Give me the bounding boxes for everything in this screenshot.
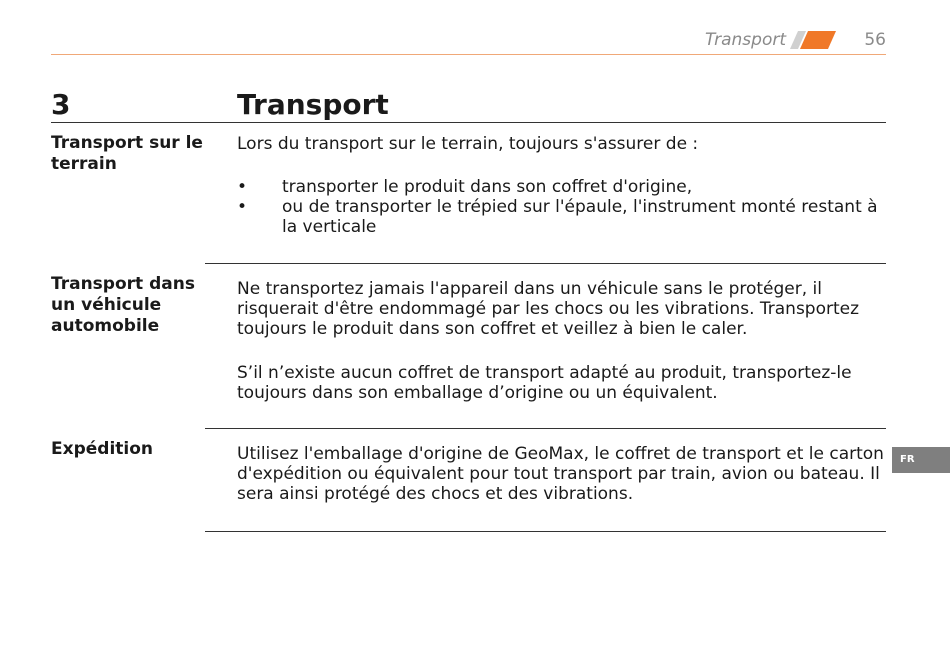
section-paragraph: S’il n’existe aucun coffret de transport adapté au produit, transportez-le toujours dans son emballage d’origine ou un équivalent. [237, 363, 852, 403]
chapter-number: 3 [51, 88, 71, 121]
section-intro-terrain: Lors du transport sur le terrain, toujours s'assurer de : [237, 134, 699, 154]
section-divider [205, 263, 886, 264]
section-divider [205, 428, 886, 429]
section-divider [205, 531, 886, 532]
section-paragraph: Ne transportez jamais l'appareil dans un véhicule sans le protéger, il risquerait d'être endommagé par les chocs ou les vibrations. Transportez toujours le produit dans son coffret et veillez à bien le caler. [237, 279, 860, 339]
running-header-title: Transport [705, 30, 786, 50]
bullet-icon: • [237, 177, 248, 197]
language-tab: FR [892, 447, 950, 473]
list-item-text: ou de transporter le trépied sur l'épaule, l'instrument monté restant à la verticale [282, 197, 878, 237]
section-heading-terrain: Transport sur le terrain [51, 133, 203, 174]
chapter-title: Transport [237, 88, 389, 121]
header-divider [51, 54, 886, 55]
chapter-divider [51, 122, 886, 123]
brand-stripe-icon [790, 31, 836, 49]
section-heading-expedition: Expédition [51, 439, 154, 459]
list-item-text: transporter le produit dans son coffret d'origine, [282, 177, 693, 197]
section-heading-vehicule: Transport dans un véhicule automobile [51, 274, 195, 336]
page-number: 56 [864, 30, 886, 50]
section-paragraph: Utilisez l'emballage d'origine de GeoMax, le coffret de transport et le carton d'expédition ou équivalent pour tout transport par train, avion ou bateau. Il sera ainsi protégé des chocs et des vibrations. [237, 444, 884, 504]
bullet-icon: • [237, 197, 248, 217]
